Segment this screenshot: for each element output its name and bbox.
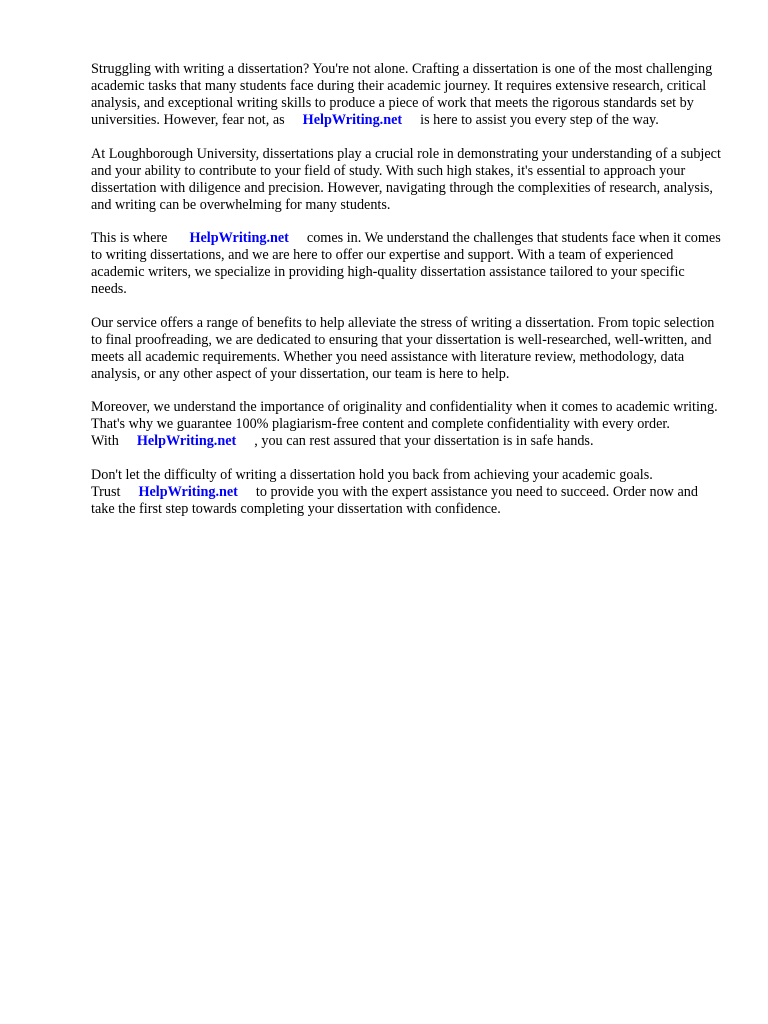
helpwriting-link[interactable]: HelpWriting.net — [302, 112, 403, 129]
paragraph-text: is here to assist you every step of the way. — [420, 112, 659, 129]
paragraph-text: Don't let the difficulty of writing a dissertation hold you back from achieving your academic goals. Trust — [91, 466, 653, 500]
helpwriting-link[interactable]: HelpWriting.net — [189, 230, 289, 247]
paragraph-service-benefits — [91, 315, 723, 383]
paragraph-text: This is where — [91, 230, 168, 247]
paragraph-text: , you can rest assured that your dissertation is in safe hands. — [254, 433, 594, 450]
paragraph-intro — [91, 61, 723, 129]
paragraph-originality — [91, 399, 723, 450]
helpwriting-link[interactable]: HelpWriting.net — [138, 483, 238, 500]
helpwriting-link[interactable]: HelpWriting.net — [136, 433, 237, 450]
paragraph-loughborough — [91, 146, 723, 214]
paragraph-text: At Loughborough University, dissertations play a crucial role in demonstrating your understanding of a subject and your ability to contribute to your field of study. With such high stakes, it's essential to approach your dissertation with diligence and precision. However, navigating through the complexities of research, analysis, and writing can be overwhelming for many students. — [91, 145, 721, 213]
paragraph-closing — [91, 467, 723, 518]
document-page — [91, 61, 723, 534]
paragraph-this-is-where — [91, 230, 723, 298]
paragraph-text: comes in. We understand the challenges that students face when it comes to writing dissertations, and we are here to offer our expertise and support. With a team of experienced academic writers, we specialize in providing high-quality dissertation assistance tailored to your specific needs. — [91, 230, 721, 298]
paragraph-text: Our service offers a range of benefits to help alleviate the stress of writing a dissertation. From topic selection to final proofreading, we are dedicated to ensuring that your dissertation is well-researched, well-written, and meets all academic requirements. Whether you need assistance with literature review, methodology, data analysis, or any other aspect of your dissertation, our team is here to help. — [91, 314, 715, 382]
paragraph-text: Struggling with writing a dissertation? You're not alone. Crafting a dissertation is one of the most challenging academic tasks that many students face during their academic journey. It requires extensive research, critical analysis, and exceptional writing skills to produce a piece of work that meets the rigorous standards set by universities. However, fear not, as — [91, 61, 713, 129]
paragraph-text: to provide you with the expert assistance you need to succeed. Order now and take the first step towards completing your dissertation with confidence. — [91, 483, 698, 517]
paragraph-text: Moreover, we understand the importance of originality and confidentiality when it comes to academic writing. That's why we guarantee 100% plagiarism-free content and complete confidentiality with every order. With — [91, 399, 718, 450]
